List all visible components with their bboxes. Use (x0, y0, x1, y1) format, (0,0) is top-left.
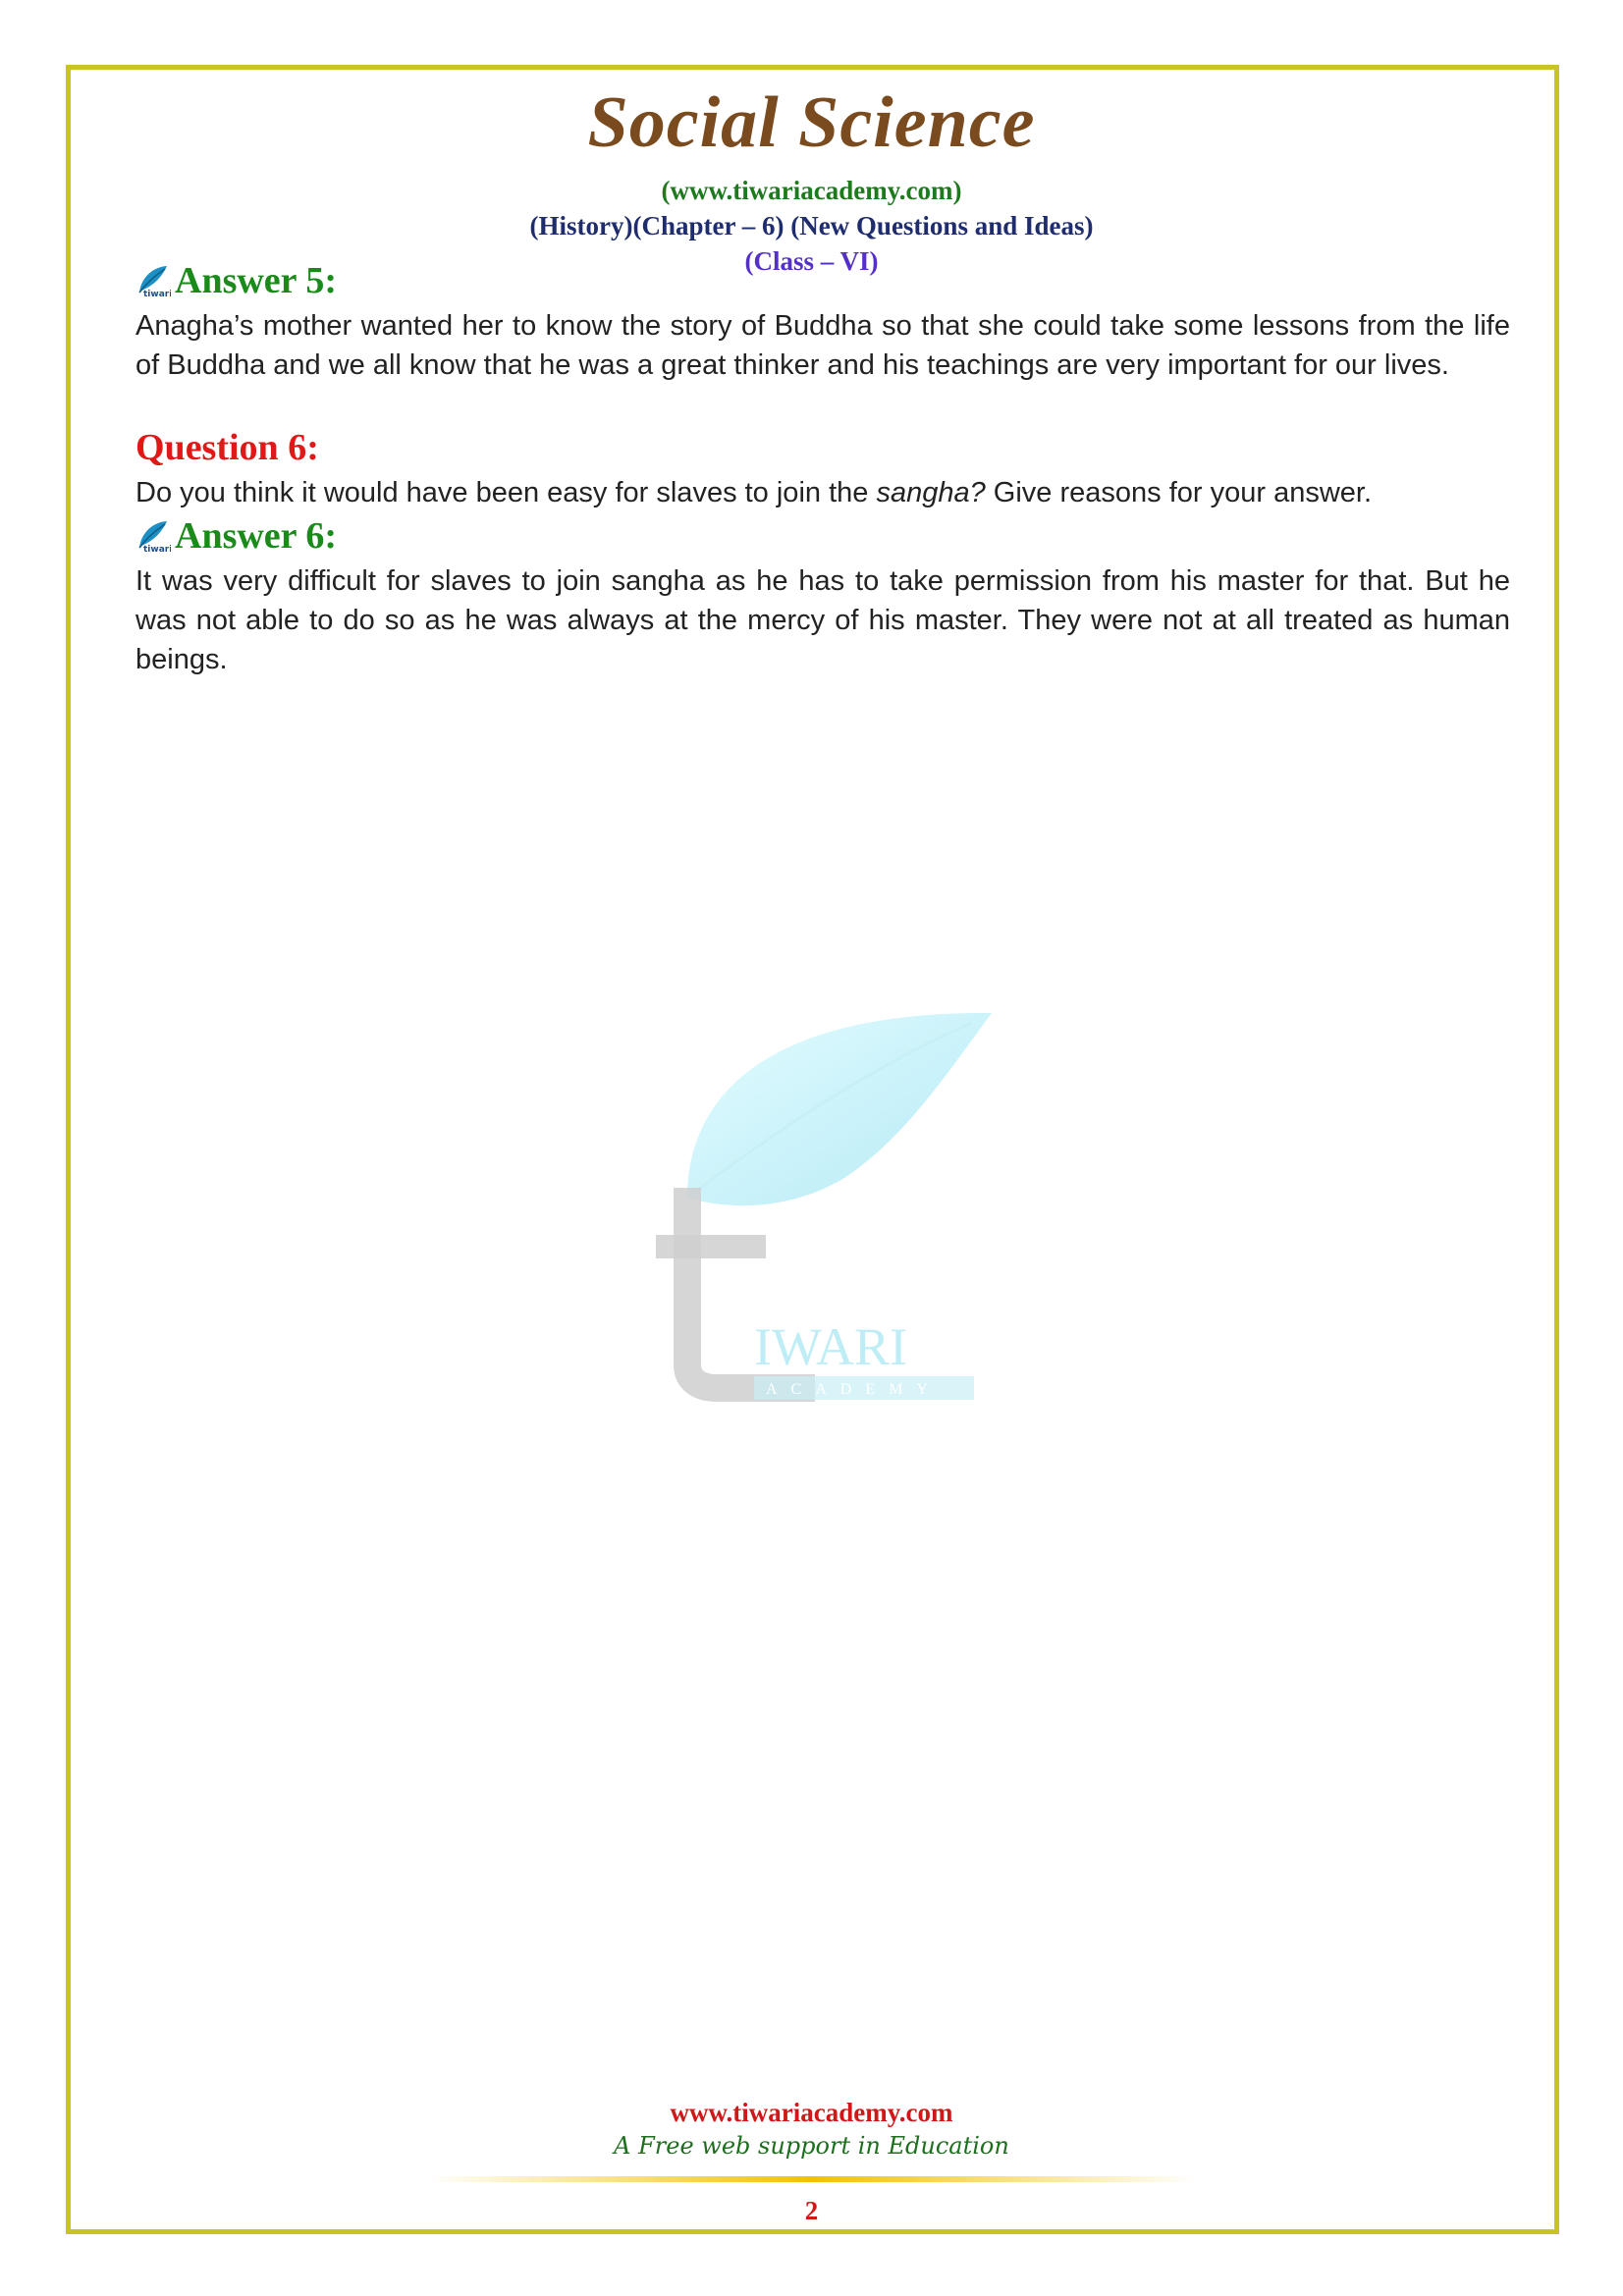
tiwari-quill-icon (135, 518, 171, 554)
tiwari-leaf-logo-icon (648, 991, 1001, 1404)
footer-tagline: A Free web support in Education (614, 2132, 1009, 2160)
class-line: (Class – VI) (744, 246, 879, 276)
answer-6-heading (135, 512, 1510, 560)
page-number: 2 (804, 2196, 819, 2225)
footer-divider (429, 2176, 1195, 2182)
tiwari-quill-icon (135, 263, 171, 298)
question-6-label: Question 6: (135, 427, 319, 468)
question-6-italic-term: sangha? (876, 477, 986, 508)
watermark-subword: ACADEMY (766, 1381, 942, 1398)
answer-6-text: It was very difficult for slaves to join sangha as he has to take permission from his master for that. But he was not able to do so as he was always at the mercy of his master. They were not at all treated as human beings. (135, 565, 1510, 675)
main-content (135, 257, 1510, 679)
question-6-text-after: Give reasons for your answer. (985, 477, 1373, 508)
answer-5-label: Answer 5: (175, 260, 338, 301)
page-title: Social Science (587, 82, 1036, 163)
svg-text:tiwari: tiwari (143, 545, 171, 554)
page-footer (0, 2096, 1623, 2227)
page-header (0, 79, 1623, 279)
answer-5-heading (135, 257, 1510, 304)
question-6-heading (135, 424, 1510, 471)
watermark-word: IWARI (754, 1317, 907, 1376)
answer-6-label: Answer 6: (175, 515, 338, 557)
question-6-text (135, 473, 1510, 512)
svg-text:tiwari: tiwari (143, 290, 171, 298)
tiwari-academy-watermark (648, 991, 1001, 1404)
footer-website-link[interactable]: www.tiwariacademy.com (670, 2098, 953, 2127)
header-website: (www.tiwariacademy.com) (661, 176, 962, 205)
question-6-text-before: Do you think it would have been easy for slaves to join the (135, 477, 877, 508)
answer-5-text: Anagha’s mother wanted her to know the story of Buddha so that she could take some lessons from the life of Buddha and we all know that he was a great thinker and his teachings are very important for our lives. (135, 310, 1510, 381)
chapter-line: (History)(Chapter – 6) (New Questions and Ideas) (529, 211, 1094, 240)
